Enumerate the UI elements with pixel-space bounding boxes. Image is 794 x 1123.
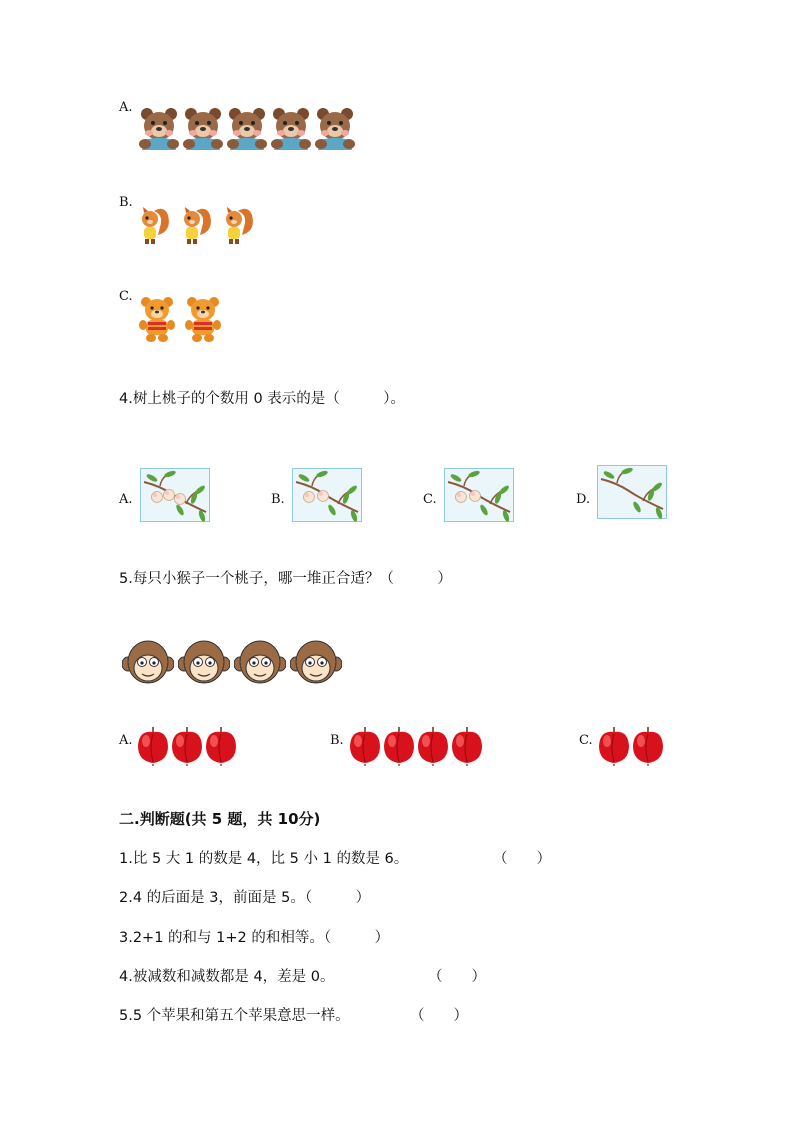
peach-icon bbox=[203, 726, 239, 766]
peach-icon bbox=[135, 726, 171, 766]
tf-question-3: 3.2+1 的和与 1+2 的和相等。（ ） bbox=[119, 930, 390, 946]
bear-icon bbox=[314, 106, 356, 150]
tf-question-5: 5.5 个苹果和第五个苹果意思一样。 bbox=[119, 1008, 350, 1024]
q3-option-c-teddies bbox=[138, 295, 230, 343]
q5-option-b-label: B. bbox=[330, 733, 344, 748]
q4-option-b-image[interactable] bbox=[292, 468, 362, 526]
peach-icon bbox=[381, 726, 417, 766]
q4-option-d-image[interactable] bbox=[597, 465, 667, 523]
peach-icon bbox=[415, 726, 451, 766]
monkey-icon bbox=[122, 638, 174, 686]
q5-option-b-peaches[interactable] bbox=[347, 726, 483, 766]
q5-monkeys bbox=[122, 638, 346, 686]
tf-question-1: 1.比 5 大 1 的数是 4，比 5 小 1 的数是 6。 bbox=[119, 851, 409, 867]
monkey-icon bbox=[178, 638, 230, 686]
squirrel-icon bbox=[138, 205, 172, 245]
tf-answer-bracket-1[interactable]: （ ） bbox=[493, 851, 551, 867]
q4-question: 4.树上桃子的个数用 0 表示的是（ ）。 bbox=[119, 391, 406, 407]
q3-option-b-label: B. bbox=[119, 195, 133, 210]
q4-option-c-image[interactable] bbox=[444, 468, 514, 526]
q4-option-a-label: A. bbox=[119, 492, 133, 507]
q3-option-a-bears bbox=[138, 106, 358, 150]
q3-option-a-label: A. bbox=[119, 100, 133, 115]
bear-icon bbox=[182, 106, 224, 150]
bear-icon bbox=[226, 106, 268, 150]
q4-option-c-label: C. bbox=[423, 492, 437, 507]
q4-option-b-label: B. bbox=[271, 492, 285, 507]
section-title-judgement: 二.判断题(共 5 题，共 10分) bbox=[119, 810, 321, 828]
q5-question: 5.每只小猴子一个桃子，哪一堆正合适？（ ） bbox=[119, 571, 452, 587]
peach-icon bbox=[596, 726, 632, 766]
q5-option-c-peaches[interactable] bbox=[596, 726, 664, 766]
peach-icon bbox=[449, 726, 485, 766]
peach-icon bbox=[347, 726, 383, 766]
q5-option-a-peaches[interactable] bbox=[135, 726, 237, 766]
q4-option-d-label: D. bbox=[576, 492, 591, 507]
q5-option-a-label: A. bbox=[119, 733, 133, 748]
peach-icon bbox=[630, 726, 666, 766]
monkey-icon bbox=[290, 638, 342, 686]
q3-option-b-squirrels bbox=[138, 205, 264, 245]
bear-icon bbox=[138, 106, 180, 150]
tf-question-2: 2.4 的后面是 3，前面是 5。（ ） bbox=[119, 890, 371, 906]
tf-question-4: 4.被减数和减数都是 4，差是 0。 bbox=[119, 969, 335, 985]
peach-branch-icon bbox=[444, 468, 514, 522]
tf-answer-bracket-4[interactable]: （ ） bbox=[428, 969, 486, 985]
squirrel-icon bbox=[222, 205, 256, 245]
teddy-bear-icon bbox=[138, 295, 176, 343]
bare-branch-icon bbox=[597, 465, 667, 519]
squirrel-icon bbox=[180, 205, 214, 245]
q5-option-c-label: C. bbox=[579, 733, 593, 748]
bear-icon bbox=[270, 106, 312, 150]
q4-option-a-image[interactable] bbox=[140, 468, 210, 526]
q3-option-c-label: C. bbox=[119, 289, 133, 304]
peach-branch-icon bbox=[140, 468, 210, 522]
peach-icon bbox=[169, 726, 205, 766]
monkey-icon bbox=[234, 638, 286, 686]
teddy-bear-icon bbox=[184, 295, 222, 343]
peach-branch-icon bbox=[292, 468, 362, 522]
tf-answer-bracket-5[interactable]: （ ） bbox=[410, 1008, 468, 1024]
